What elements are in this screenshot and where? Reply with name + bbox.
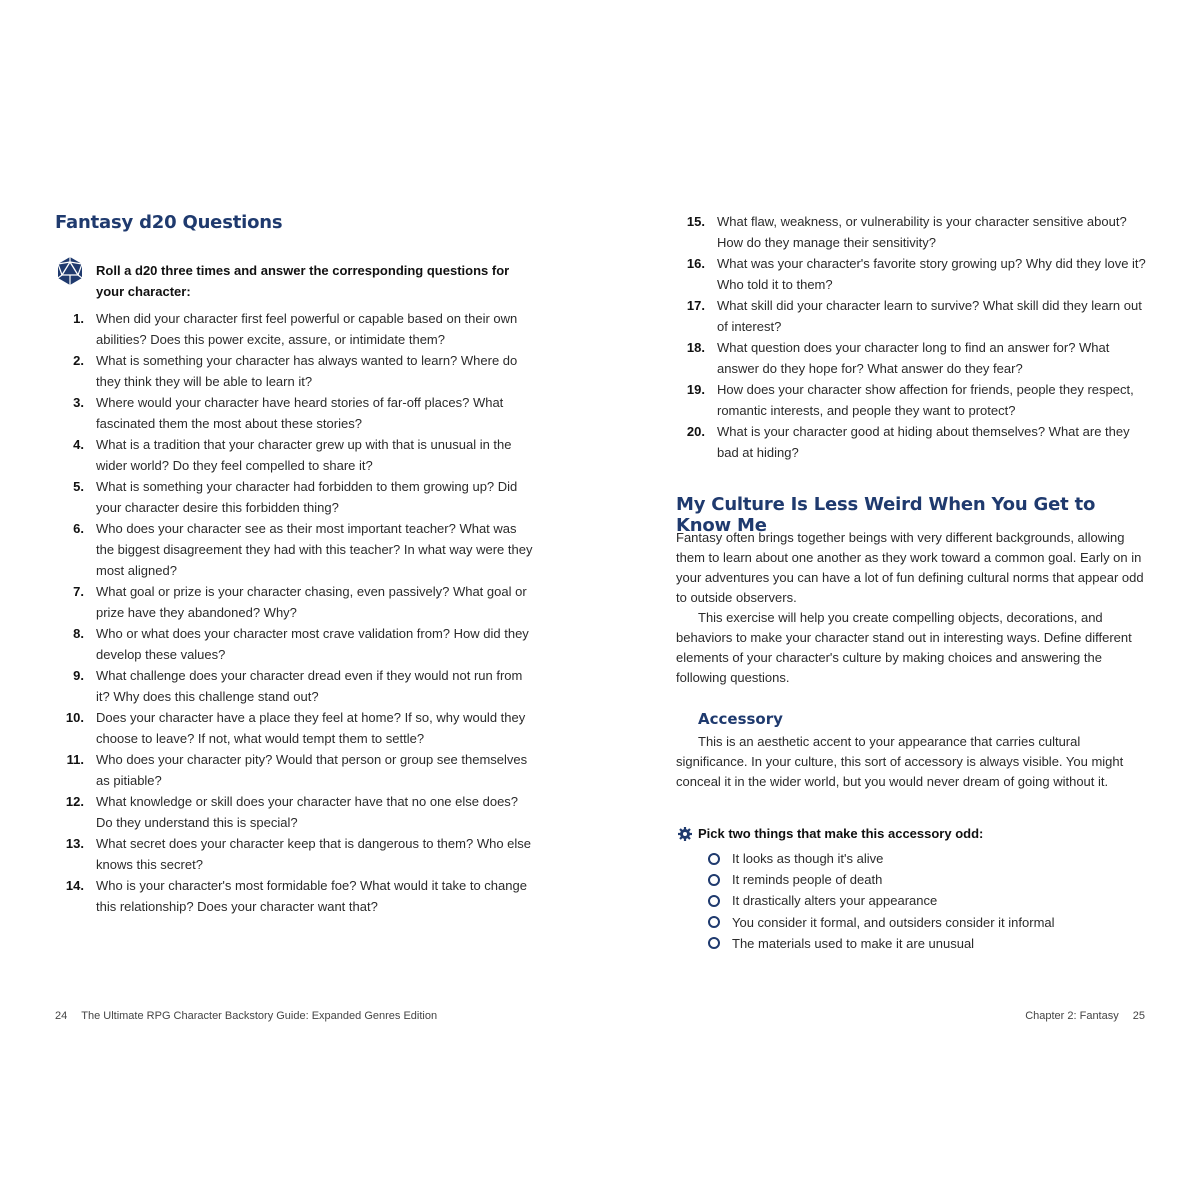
question-item: [676, 379, 1146, 421]
question-number: 1.: [73, 311, 84, 326]
question-item: [55, 581, 533, 623]
section-title-d20: Fantasy d20 Questions: [55, 212, 283, 233]
question-text: Does your character have a place they feel at home? If so, why would they choose to leave? If not, what would tempt them to settle?: [96, 710, 526, 746]
book-title: The Ultimate RPG Character Backstory Guide: Expanded Genres Edition: [81, 1010, 438, 1022]
question-number: 12.: [65, 794, 84, 809]
page-number-left: 24: [55, 1010, 68, 1022]
question-number: 17.: [686, 298, 705, 313]
option-item[interactable]: [708, 848, 1055, 869]
empty-circle-icon[interactable]: [708, 874, 720, 886]
question-item: [55, 308, 533, 350]
d20-instructions: [55, 256, 535, 302]
question-number: 10.: [65, 710, 84, 725]
question-number: 11.: [66, 752, 84, 767]
question-number: 16.: [686, 256, 705, 271]
question-item: [55, 749, 533, 791]
question-item: [55, 791, 533, 833]
question-number: 3.: [73, 395, 84, 410]
gear-bullet-icon: [678, 827, 692, 841]
question-text: What was your character's favorite story growing up? Why did they love it? Who told it to them?: [717, 256, 1146, 292]
question-number: 13.: [65, 836, 84, 851]
paragraph-3: This is an aesthetic accent to your appearance that carries cultural significance. In your culture, this sort of accessory is always visible. You might conceal it in the wider world, but you would never dream of going without it.: [676, 734, 1124, 789]
right-page: [676, 0, 1151, 1200]
question-text: What goal or prize is your character chasing, even passively? What goal or prize have they abandoned? Why?: [96, 584, 527, 620]
footer-right: [1025, 1010, 1145, 1022]
question-number: 7.: [73, 584, 84, 599]
paragraph-2: This exercise will help you create compelling objects, decorations, and behaviors to make your character stand out in interesting ways. Define different elements of your character's culture by making choices and answering the following questions.: [676, 610, 1132, 685]
empty-circle-icon[interactable]: [708, 853, 720, 865]
pick-instruction: [678, 826, 983, 841]
option-label: You consider it formal, and outsiders consider it informal: [732, 914, 1055, 930]
question-number: 5.: [73, 479, 84, 494]
question-text: How does your character show affection for friends, people they respect, romantic interests, and people they want to protect?: [717, 382, 1134, 418]
question-item: [55, 623, 533, 665]
question-item: [55, 833, 533, 875]
question-number: 15.: [686, 214, 705, 229]
question-text: Who does your character pity? Would that person or group see themselves as pitiable?: [96, 752, 528, 788]
d20-dice-icon: [55, 256, 85, 286]
paragraph-1: Fantasy often brings together beings with very different backgrounds, allowing them to learn about one another as they work toward a common goal. Early on in your adventures you can have a lot of fun defining cultural norms that appear odd to outside observers.: [676, 530, 1144, 605]
question-text: Where would your character have heard stories of far-off places? What fascinated them the most about these stories?: [96, 395, 504, 431]
option-item[interactable]: [708, 869, 1055, 890]
empty-circle-icon[interactable]: [708, 937, 720, 949]
question-item: [55, 392, 533, 434]
question-text: What is a tradition that your character grew up with that is unusual in the wider world? Do they feel compelled to share it?: [96, 437, 512, 473]
option-label: It reminds people of death: [732, 872, 883, 888]
question-item: [55, 476, 533, 518]
question-item: [55, 518, 533, 581]
question-text: Who is your character's most formidable foe? What would it take to change this relationship? Does your character want that?: [96, 878, 527, 914]
intro-text: Roll a d20 three times and answer the corresponding questions for your character:: [96, 263, 510, 299]
question-number: 18.: [686, 340, 705, 355]
question-text: When did your character first feel powerful or capable based on their own abilities? Does this power excite, assure, or intimidate them?: [96, 311, 518, 347]
question-item: [55, 350, 533, 392]
question-item: [676, 295, 1146, 337]
option-item[interactable]: [708, 933, 1055, 954]
empty-circle-icon[interactable]: [708, 895, 720, 907]
question-item: [55, 665, 533, 707]
section-title-culture: My Culture Is Less Weird When You Get to Know Me: [676, 494, 1096, 536]
question-text: What is something your character had forbidden to them growing up? Did your character desire this forbidden thing?: [96, 479, 518, 515]
pick-label: Pick two things that make this accessory odd:: [698, 826, 984, 841]
question-text: What challenge does your character dread even if they would not run from it? Why does this challenge stand out?: [96, 668, 523, 704]
question-number: 2.: [73, 353, 84, 368]
footer-left: [55, 1010, 437, 1022]
accessory-options: [708, 848, 1055, 954]
question-number: 19.: [686, 382, 705, 397]
question-list-right: [676, 211, 1146, 463]
option-item[interactable]: [708, 890, 1055, 911]
culture-intro: [676, 528, 1146, 688]
question-number: 14.: [65, 878, 84, 893]
empty-circle-icon[interactable]: [708, 916, 720, 928]
question-item: [55, 707, 533, 749]
option-label: It looks as though it's alive: [732, 851, 884, 866]
option-item[interactable]: [708, 912, 1055, 933]
question-item: [676, 211, 1146, 253]
question-number: 6.: [73, 521, 84, 536]
question-number: 9.: [73, 668, 84, 683]
left-page: [55, 0, 535, 1200]
accessory-text: [676, 732, 1146, 792]
question-item: [55, 875, 533, 917]
question-text: What knowledge or skill does your character have that no one else does? Do they understand this is special?: [96, 794, 519, 830]
question-item: [676, 253, 1146, 295]
question-item: [676, 421, 1146, 463]
question-text: What skill did your character learn to survive? What skill did they learn out of interest?: [717, 298, 1142, 334]
subsection-title-accessory: Accessory: [698, 710, 783, 728]
page-number-right: 25: [1132, 1010, 1145, 1022]
question-item: [55, 434, 533, 476]
option-label: It drastically alters your appearance: [732, 893, 938, 909]
question-text: Who does your character see as their most important teacher? What was the biggest disagreement they had with this teacher? In what way were they most aligned?: [96, 521, 533, 578]
question-list-left: [55, 308, 533, 917]
question-text: Who or what does your character most crave validation from? How did they develop these values?: [96, 626, 529, 662]
question-item: [676, 337, 1146, 379]
question-number: 8.: [73, 626, 84, 641]
question-number: 4.: [73, 437, 84, 452]
question-text: What is something your character has always wanted to learn? Where do they think they will be able to learn it?: [96, 353, 518, 389]
option-label: The materials used to make it are unusual: [732, 935, 975, 951]
chapter-title: Chapter 2: Fantasy: [1025, 1010, 1119, 1022]
question-text: What is your character good at hiding about themselves? What are they bad at hiding?: [717, 424, 1130, 460]
question-text: What flaw, weakness, or vulnerability is your character sensitive about? How do they manage their sensitivity?: [717, 214, 1127, 250]
question-number: 20.: [686, 424, 705, 439]
question-text: What secret does your character keep that is dangerous to them? Who else knows this secret?: [96, 836, 532, 872]
question-text: What question does your character long to find an answer for? What answer do they hope for? What answer do they fear?: [717, 340, 1110, 376]
